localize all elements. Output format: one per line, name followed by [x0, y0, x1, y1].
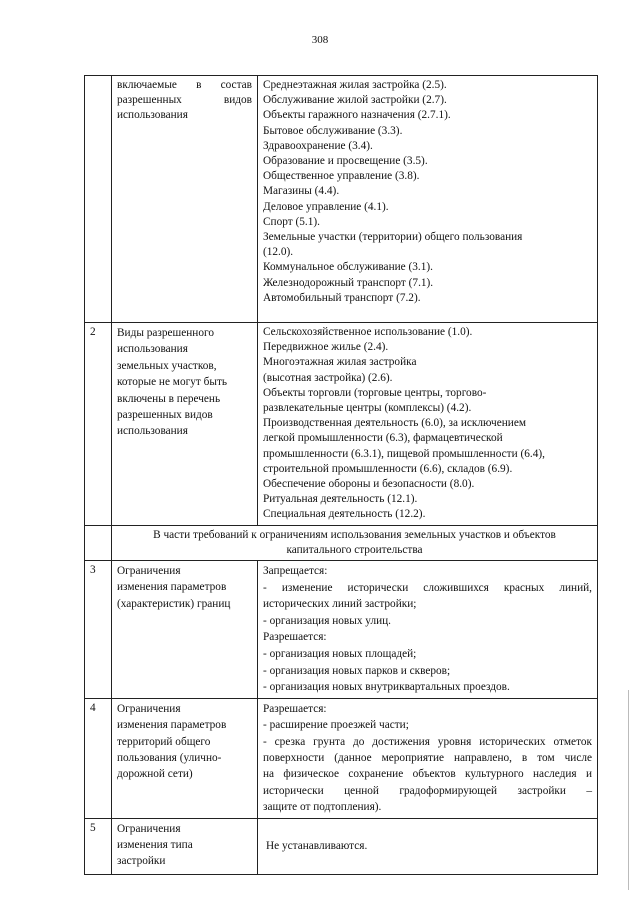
list-item: промышленности (6.3.1), пищевой промышленности (6.4),	[263, 447, 545, 460]
list-item: Здравоохранение (3.4).	[263, 139, 373, 152]
list-item: развлекательные центры (комплексы) (4.2).	[263, 402, 472, 415]
list-item: Не устанавливаются.	[266, 839, 368, 852]
table-row	[85, 698, 598, 818]
page-number: 308	[311, 34, 329, 46]
list-item: Образование и просвещение (3.5).	[263, 155, 428, 168]
row-number-cell: 2	[85, 323, 112, 526]
row-content-cell	[258, 76, 598, 323]
table-row	[85, 323, 598, 526]
list-item: Бытовое обслуживание (3.3).	[263, 124, 403, 137]
list-item: Разрешается:	[263, 631, 327, 644]
row-content-cell	[258, 561, 598, 699]
row-label-cell	[112, 323, 258, 526]
list-item: поверхности (данное мероприятие направлено, в том числе	[263, 752, 592, 765]
list-item: Коммунальное обслуживание (3.1).	[263, 261, 433, 274]
row-label-cell	[112, 698, 258, 818]
table-row	[85, 561, 598, 699]
list-item: Производственная деятельность (6.0), за исключением	[263, 417, 526, 430]
label-line: пользования (улично-	[117, 752, 222, 765]
list-item: Ритуальная деятельность (12.1).	[263, 493, 418, 506]
label-line: изменения параметров	[117, 581, 227, 594]
label-line: изменения типа	[117, 839, 193, 852]
list-item: (высотная застройка) (2.6).	[263, 371, 393, 384]
table-row	[85, 818, 598, 874]
row-label-cell	[112, 818, 258, 874]
list-item: исторических линий застройки;	[263, 598, 417, 611]
label-line: включены в перечень	[117, 392, 221, 405]
label-line: разрешенных видов	[117, 94, 252, 107]
label-line: использования	[117, 425, 188, 438]
regulations-table	[84, 75, 598, 875]
label-line: разрешенных видов	[117, 409, 213, 422]
list-item: Деловое управление (4.1).	[263, 200, 389, 213]
list-item: - расширение проезжей части;	[263, 719, 409, 732]
label-line: Виды разрешенного	[117, 327, 214, 339]
row-number-cell: 3	[85, 561, 112, 699]
row-number-cell	[85, 76, 112, 323]
section-title-line: капитального строительства	[286, 543, 423, 556]
list-item: - изменение исторически сложившихся красных линий,	[263, 581, 592, 594]
list-item: Обеспечение обороны и безопасности (8.0).	[263, 478, 475, 491]
row-content-cell	[258, 323, 598, 526]
label-line: земельных участков,	[117, 359, 217, 372]
list-item: легкой промышленности (6.3), фармацевтической	[263, 432, 503, 445]
label-line: использования	[117, 343, 188, 356]
list-item: - организация новых парков и скверов;	[263, 664, 451, 677]
list-item: Многоэтажная жилая застройка	[263, 356, 417, 369]
label-line: дорожной сети)	[117, 768, 193, 781]
row-label-cell	[112, 76, 258, 323]
list-item: - организация новых внутриквартальных проездов.	[263, 681, 510, 694]
list-item: Земельные участки (территории) общего пользования	[263, 231, 523, 244]
list-item: Сельскохозяйственное использование (1.0).	[263, 326, 473, 338]
list-item: Объекты торговли (торговые центры, торгово-	[263, 386, 487, 399]
section-title	[112, 525, 598, 560]
row-number-cell	[85, 525, 112, 560]
row-label-cell	[112, 561, 258, 699]
list-item: на физическое сохранение объектов культурного наследия и	[263, 768, 592, 781]
list-item: (12.0).	[263, 246, 294, 259]
label-line: включаемые в состав	[117, 79, 252, 91]
scan-edge-line	[628, 690, 629, 890]
list-item: защите от подтопления).	[263, 801, 382, 814]
list-item: Запрещается:	[263, 565, 328, 578]
list-item: Разрешается:	[263, 702, 327, 715]
row-content-cell	[258, 698, 598, 818]
list-item: строительной промышленности (6.6), складов (6.9).	[263, 462, 513, 475]
label-line: (характеристик) границ	[117, 597, 231, 610]
label-line: Ограничения	[117, 565, 181, 578]
list-item: Автомобильный транспорт (7.2).	[263, 291, 421, 304]
label-line: Ограничения	[117, 702, 181, 715]
list-item: - организация новых площадей;	[263, 648, 417, 661]
label-line: территорий общего	[117, 735, 211, 748]
section-title-line: В части требований к ограничениям использования земельных участков и объектов	[153, 528, 556, 541]
label-line: которые не могут быть	[117, 376, 228, 389]
list-item: Магазины (4.4).	[263, 185, 340, 198]
list-item: Обслуживание жилой застройки (2.7).	[263, 94, 447, 107]
list-item: Среднеэтажная жилая застройка (2.5).	[263, 79, 447, 91]
list-item: исторически ценной градоформирующей застройки –	[263, 784, 592, 797]
table-row	[85, 76, 598, 323]
label-line: застройки	[117, 855, 166, 868]
list-item: Спорт (5.1).	[263, 215, 320, 228]
list-item: Передвижное жилье (2.4).	[263, 341, 389, 354]
label-line: Ограничения	[117, 822, 181, 835]
label-line: использования	[117, 109, 188, 122]
list-item: Объекты гаражного назначения (2.7.1).	[263, 109, 451, 122]
row-number-cell: 4	[85, 698, 112, 818]
list-item: Железнодорожный транспорт (7.1).	[263, 276, 434, 289]
row-content-cell	[258, 818, 598, 874]
table-row	[85, 525, 598, 560]
list-item: - срезка грунта до достижения уровня исторических отметок	[263, 735, 592, 748]
list-item: Общественное управление (3.8).	[263, 170, 420, 183]
list-item: - организация новых улиц.	[263, 614, 392, 627]
list-item: Специальная деятельность (12.2).	[263, 508, 426, 521]
row-number-cell: 5	[85, 818, 112, 874]
label-line: изменения параметров	[117, 719, 227, 732]
